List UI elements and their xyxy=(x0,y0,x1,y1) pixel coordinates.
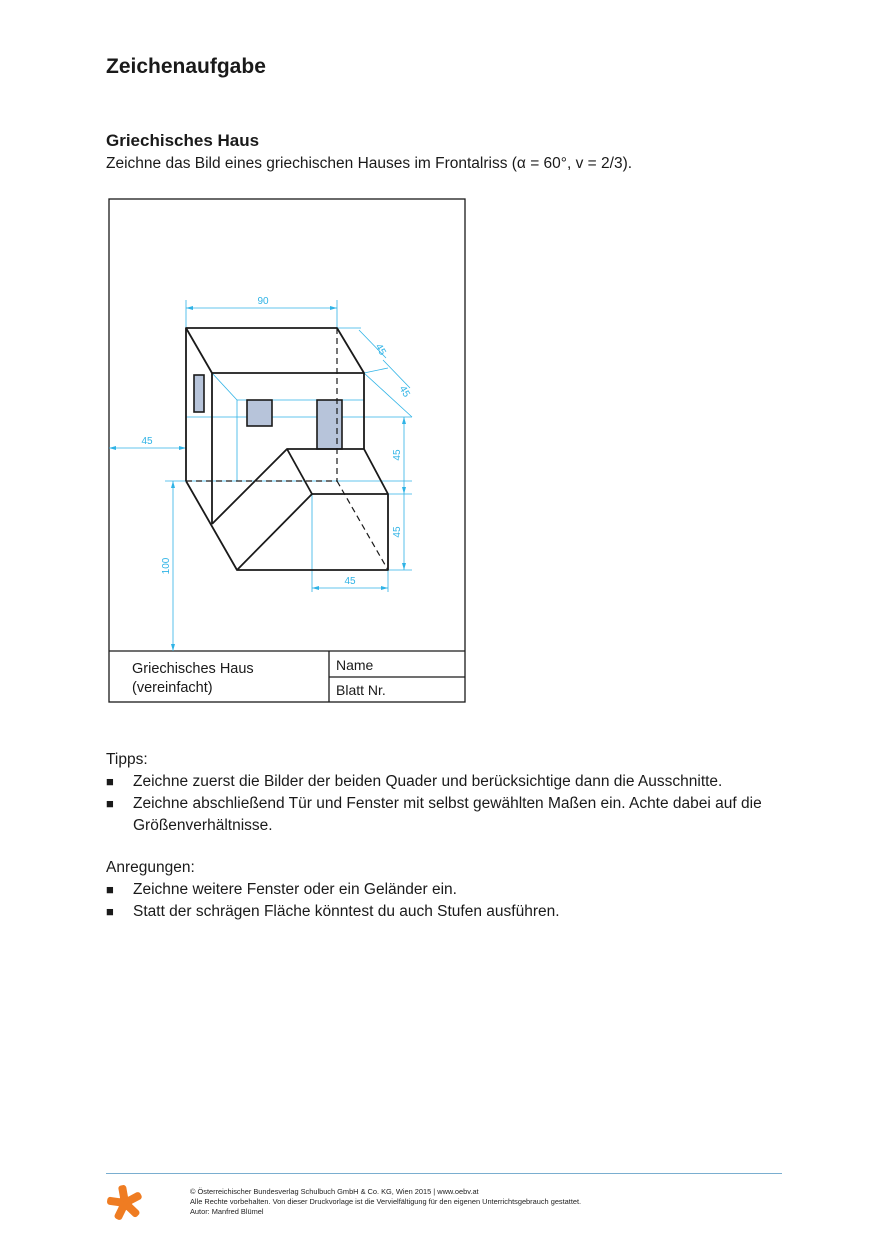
front-window xyxy=(247,400,272,426)
dim-depth-top: 45 xyxy=(372,342,388,358)
tip-text: Zeichne zuerst die Bilder der beiden Quader und berücksichtige dann die Ausschnitte. xyxy=(133,773,723,790)
suggestion-text: Zeichne weitere Fenster oder ein Geländer ein. xyxy=(133,881,457,898)
house-drawing xyxy=(186,328,388,570)
task-instruction: Zeichne das Bild eines griechischen Hauses im Frontalriss (α = 60°, v = 2/3). xyxy=(106,155,633,172)
bullet-icon: ■ xyxy=(106,774,114,789)
footer-line-3: Autor: Manfred Blümel xyxy=(190,1207,264,1216)
dim-bottom-width: 45 xyxy=(344,576,356,587)
suggestion-text: Statt der schrägen Fläche könntest du auch Stufen ausführen. xyxy=(133,903,560,920)
front-door xyxy=(317,400,342,449)
footer-line-2: Alle Rechte vorbehalten. Von dieser Druckvorlage ist die Vervielfältigung für den eigenen Unterrichtsgebrauch gestattet. xyxy=(190,1197,582,1206)
dim-height-upper: 45 xyxy=(392,449,403,461)
list-item xyxy=(106,793,796,837)
publisher-logo-icon xyxy=(105,1183,145,1223)
drawing-name-line2: (vereinfacht) xyxy=(132,680,213,696)
left-window xyxy=(194,375,204,412)
footer-divider xyxy=(106,1173,782,1174)
dim-bottom-offset: 100 xyxy=(161,557,172,575)
dim-width-top: 90 xyxy=(257,296,269,307)
list-item xyxy=(106,771,796,793)
name-field-label: Name xyxy=(336,657,374,673)
dim-left-offset: 45 xyxy=(141,436,153,447)
tips-section xyxy=(106,749,796,837)
construction-lines xyxy=(186,373,412,592)
list-item xyxy=(106,901,796,923)
bullet-icon: ■ xyxy=(106,882,114,897)
footer-copyright xyxy=(190,1187,581,1217)
suggestions-list xyxy=(106,879,796,923)
sheet-number-label: Blatt Nr. xyxy=(336,682,386,698)
suggestions-section xyxy=(106,857,796,923)
bullet-icon: ■ xyxy=(106,796,114,811)
list-item xyxy=(106,879,796,901)
ramp-outline xyxy=(186,449,388,570)
tips-heading: Tipps: xyxy=(106,751,148,768)
suggestions-heading: Anregungen: xyxy=(106,859,195,876)
drawing-name-line1: Griechisches Haus xyxy=(132,661,254,677)
section-title: Griechisches Haus xyxy=(106,131,260,150)
footer-line-1: © Österreichischer Bundesverlag Schulbuch GmbH & Co. KG, Wien 2015 | www.oebv.at xyxy=(190,1187,479,1196)
tip-text: Zeichne abschließend Tür und Fenster mit selbst gewählten Maßen ein. Achte dabei auf die Größenverhältnisse. xyxy=(133,795,762,834)
dim-height-lower: 45 xyxy=(392,526,403,538)
dimension-values xyxy=(141,296,411,587)
dim-depth-mid: 45 xyxy=(396,384,412,400)
bullet-icon: ■ xyxy=(106,904,114,919)
page-title: Zeichenaufgabe xyxy=(106,55,266,78)
tips-list xyxy=(106,771,796,837)
